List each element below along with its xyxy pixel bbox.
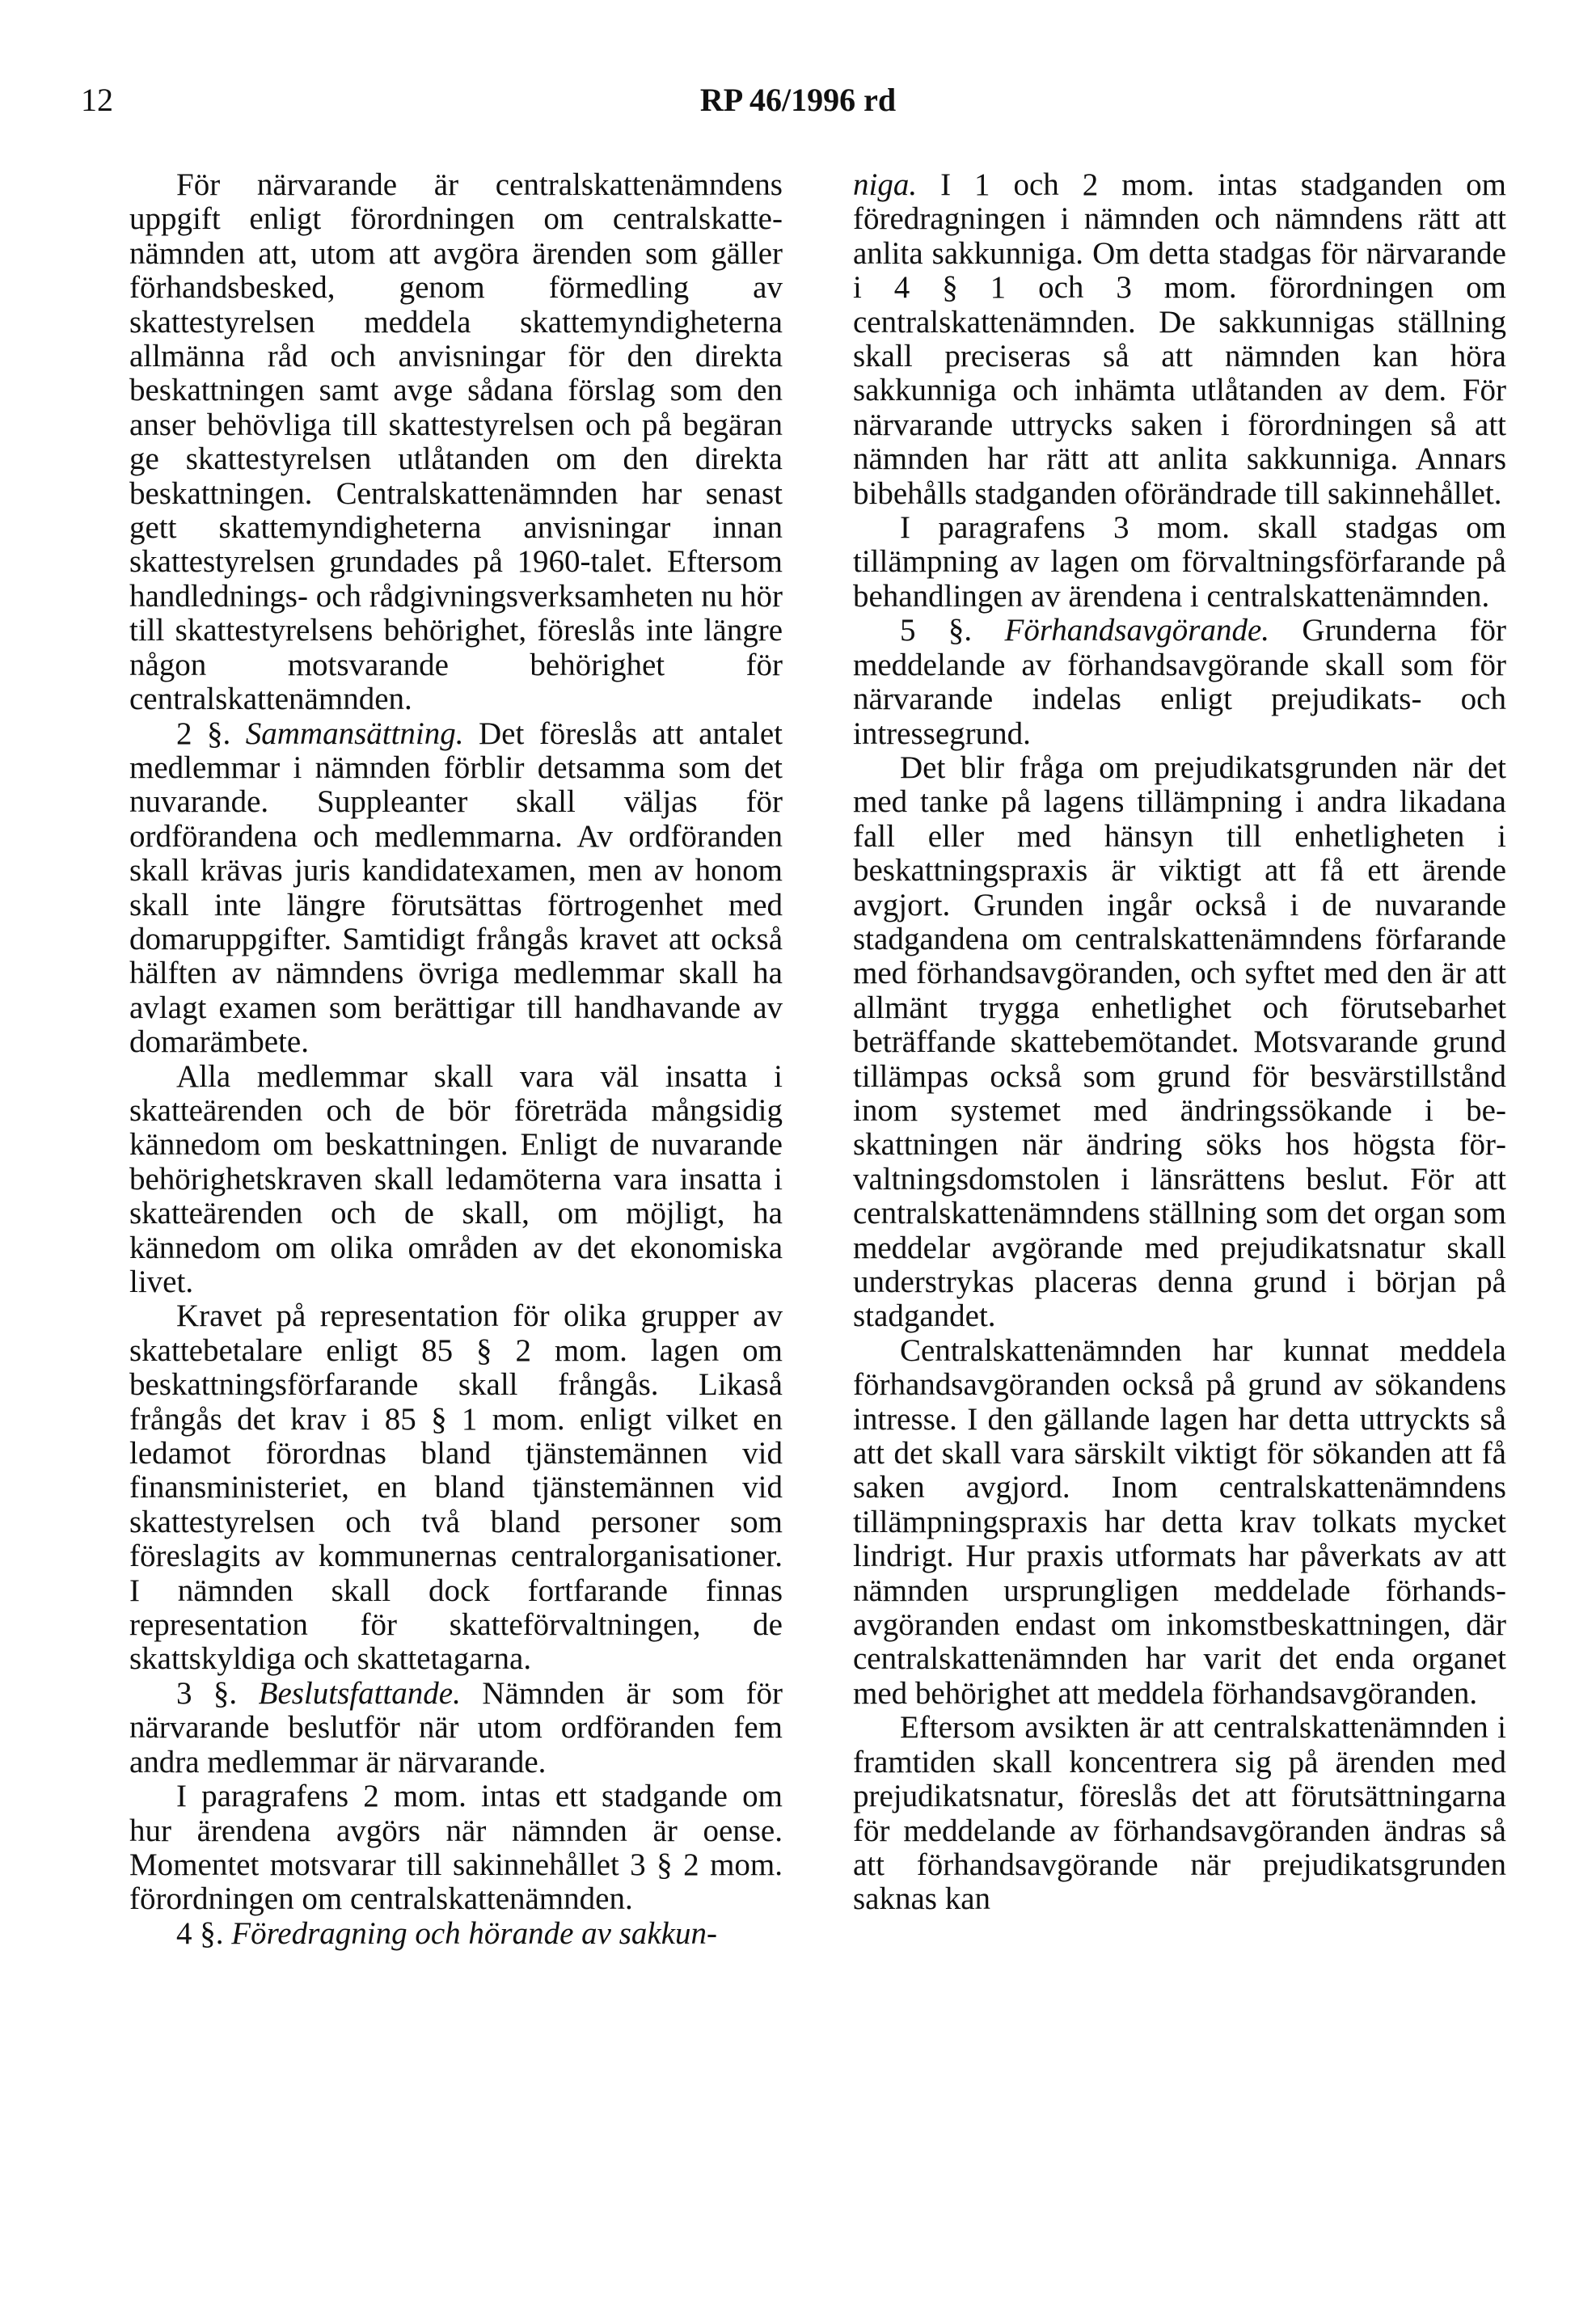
section-heading: Sammansättning. xyxy=(245,716,464,751)
running-head: RP 46/1996 rd xyxy=(699,82,897,118)
paragraph: I paragrafens 2 mom. intas ett stadgande om hur ärendena avgörs när nämnden är oense. Momentet motsvarar till sakinnehållet 3 § 2 mom. förordningen om centralskattenämnden. xyxy=(129,1779,783,1917)
section-text: Grunderna för meddelande av förhandsavgörande skall som för närvarande indelas enligt prejudikats- och intressegrund. xyxy=(853,613,1507,751)
section-number: 3 §. xyxy=(176,1675,238,1711)
section-number: 5 §. xyxy=(900,613,973,648)
paragraph: Kravet på representation för olika grupper av skattebetalare enligt 85 § 2 mom. lagen om beskattningsförfarande skall frångås. Likaså frångås det krav i 85 § 1 mom. enligt vilket en ledamot förordnas bland tjänstemännen vid finansministeriet, en bland tjänstemännen vid skattestyrelsen och två bland personer som föreslagits av kommunernas centralorganisationer. I nämnden skall dock fortfarande finnas representation för skatteförvaltningen, de skattskyldiga och skattetagarna. xyxy=(129,1298,783,1677)
section-number: 2 §. xyxy=(176,716,231,751)
section-3-paragraph xyxy=(129,1677,783,1779)
page-number: 12 xyxy=(81,82,113,118)
paragraph: Alla medlemmar skall vara väl insatta i skatteärenden och de bör företräda mångsidig kännedom om beskattningen. Enligt de nuvarande behörighetskraven skall ledamöterna vara insatta i skatteärenden och de skall, om möjligt, ha kännedom om olika områden av det ekonomiska livet. xyxy=(129,1058,783,1299)
paragraph: Eftersom avsikten är att centralskattenämnden i framtiden skall koncentrera sig på ärenden med prejudikatsnatur, föreslås det att förutsättningarna för meddelande av förhandsavgöranden ändras så att förhandsavgörande när prejudikatsgrunden saknas kan xyxy=(853,1710,1506,1917)
section-heading: Beslutsfattande. xyxy=(258,1675,461,1711)
section-text: Det föreslås att antalet medlemmar i nämnden förblir detsamma som det nuvarande. Suppleanter skall väljas för ordförandena och medlemmarna. Av ordföranden skall krävas juris kandidatexamen, men av honom skall inte längre förutsättas förtrogenhet med domaruppgifter. Samtidigt frångås kravet att också hälften av nämndens övriga medlemmar skall ha avlagt examen som berättigar till handhavande av domarämbete. xyxy=(129,716,783,1060)
section-5-paragraph xyxy=(853,614,1506,751)
section-4-paragraph xyxy=(129,1917,783,1951)
left-column xyxy=(129,168,783,1951)
paragraph: För närvarande är centralskattenämndens uppgift enligt förordningen om centralskattenämnden att, utom att avgöra ärenden som gäller förhandsbesked, genom förmedling av skattestyrelsen meddela skattemyndigheterna allmänna råd och anvisningar för den direkta beskattningen samt avge sådana förslag som den anser behövliga till skattestyrelsen och på begäran ge skattestyrelsen utlåtanden om den direkta beskattningen. Centralskattenämnden har senast gett skattemyndigheterna anvisningar innan skattestyrelsen grundades på 1960-talet. Eftersom handlednings- och rådgivningsverksamheten nu hör till skattestyrelsens behörighet, föreslås inte längre någon motsvarande behörighet för centralskattenämnden. xyxy=(129,167,783,717)
section-heading: Föredragning och hörande av sakkun- xyxy=(231,1915,718,1951)
paragraph: Centralskattenämnden har kunnat meddela förhandsavgöranden också på grund av sökandens intresse. I den gällande lagen har detta uttryckts så att det skall vara särskilt viktigt för sökanden att få saken avgjord. Inom centralskattenämndens tillämpningspraxis har detta krav tolkats mycket lindrigt. Hur praxis utformats har påverkats av att nämnden ursprungligen meddelade förhandsavgöranden endast om inkomstbeskattningen, där centralskattenämnden har varit det enda organet med behörighet att meddela förhandsavgöranden. xyxy=(853,1332,1506,1711)
section-number: 4 §. xyxy=(176,1915,224,1951)
section-text: I 1 och 2 mom. intas stadganden om föredragningen i nämnden och nämndens rätt att anlita sakkunniga. Om detta stadgas för närvarande i 4 § 1 och 3 mom. förordningen om centralskattenämnden. De sakkunnigas ställning skall preciseras så att nämnden kan höra sakkunniga och inhämta utlåtanden av dem. För närvarande uttrycks saken i förordningen så att nämnden har rätt att anlita sakkunniga. Annars bibehålls stadganden oförändrade till sakinnehållet. xyxy=(853,167,1506,511)
section-text: Nämnden är som för närvarande beslutför när utom ordföranden fem andra medlemmar är närvarande. xyxy=(129,1675,783,1779)
right-column xyxy=(853,168,1506,1917)
paragraph: I paragrafens 3 mom. skall stadgas om tillämpning av lagen om förvaltningsförfarande på behandlingen av ärendena i centralskattenämnden. xyxy=(853,510,1506,614)
section-2-paragraph xyxy=(129,717,783,1060)
paragraph: Det blir fråga om prejudikatsgrunden när det med tanke på lagens tillämpning i andra likadana fall eller med hänsyn till enhetligheten i beskattningspraxis är viktigt att få ett ärende avgjort. Grunden ingår också i de nuvarande stadgandena om centralskattenämndens förfarande med förhandsavgöranden, och syftet med den är att allmänt trygga enhetlighet och förutsebarhet beträffande skattebemötandet. Motsvarande grund tillämpas också som grund för besvärstillstånd inom systemet med ändringssökande i beskattningen när ändring söks hos högsta förvaltningsdomstolen i länsrättens beslut. För att centralskattenämndens ställning som det organ som meddelar avgörande med prejudikatsnatur skall understrykas placeras denna grund i början på stadgandet. xyxy=(853,749,1506,1334)
section-4-continuation xyxy=(853,168,1506,511)
section-heading-continuation: niga. xyxy=(853,167,918,202)
section-heading: Förhandsavgörande. xyxy=(1004,613,1270,648)
